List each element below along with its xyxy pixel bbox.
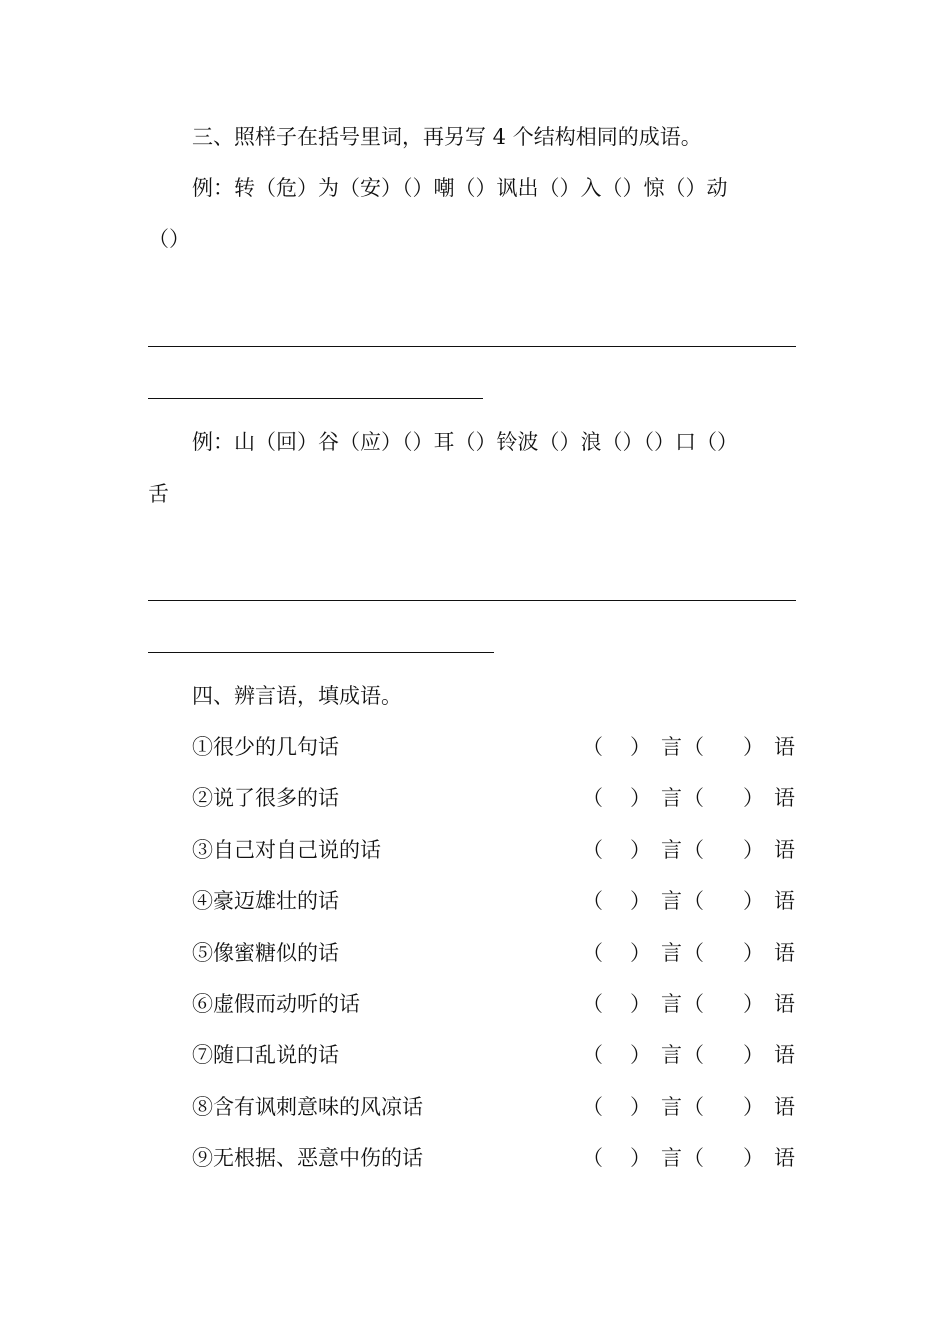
blank1-close-9: ） [630,1146,651,1170]
blank1-close-7: ） [630,1043,651,1067]
yan-char-5: 言 [661,941,682,965]
blank2-close-4: ） [743,889,764,913]
blank1-open-8: （ [582,1095,603,1119]
yan-char-1: 言 [661,735,682,759]
example1-line2: （） [148,227,190,251]
blank2-open-1: （ [683,735,704,759]
blank1-open-6: （ [582,992,603,1016]
blank1-close-1: ） [630,735,651,759]
blank1-close-8: ） [630,1095,651,1119]
item-label-8: ⑧含有讽刺意味的风凉话 [192,1095,423,1119]
blank1-open-1: （ [582,735,603,759]
item-label-9: ⑨无根据、恶意中伤的话 [192,1146,423,1170]
yan-char-9: 言 [661,1146,682,1170]
blank1-open-3: （ [582,838,603,862]
blank1-open-5: （ [582,941,603,965]
blank1-close-6: ） [630,992,651,1016]
blank1-open-9: （ [582,1146,603,1170]
section4-title: 四、辨言语，填成语。 [192,684,402,708]
answer-line-2a [148,600,796,601]
yu-char-9: 语 [774,1146,795,1170]
item-label-4: ④豪迈雄壮的话 [192,889,339,913]
yan-char-6: 言 [661,992,682,1016]
blank2-close-6: ） [743,992,764,1016]
blank2-close-1: ） [743,735,764,759]
yu-char-6: 语 [774,992,795,1016]
blank2-close-5: ） [743,941,764,965]
yan-char-7: 言 [661,1043,682,1067]
blank2-open-8: （ [683,1095,704,1119]
item-label-3: ③自己对自己说的话 [192,838,381,862]
yan-char-2: 言 [661,786,682,810]
blank1-open-7: （ [582,1043,603,1067]
item-label-1: ①很少的几句话 [192,735,339,759]
blank1-open-4: （ [582,889,603,913]
blank2-open-2: （ [683,786,704,810]
blank1-close-2: ） [630,786,651,810]
yan-char-3: 言 [661,838,682,862]
blank1-open-2: （ [582,786,603,810]
yan-char-8: 言 [661,1095,682,1119]
yu-char-4: 语 [774,889,795,913]
example2-line2: 舌 [148,482,169,506]
item-label-6: ⑥虚假而动听的话 [192,992,360,1016]
blank2-close-2: ） [743,786,764,810]
answer-line-1a [148,346,796,347]
yu-char-7: 语 [774,1043,795,1067]
blank1-close-4: ） [630,889,651,913]
yu-char-3: 语 [774,838,795,862]
item-label-2: ②说了很多的话 [192,786,339,810]
blank2-close-9: ） [743,1146,764,1170]
yu-char-5: 语 [774,941,795,965]
blank2-open-7: （ [683,1043,704,1067]
blank2-close-7: ） [743,1043,764,1067]
blank2-open-4: （ [683,889,704,913]
item-label-7: ⑦随口乱说的话 [192,1043,339,1067]
blank2-open-5: （ [683,941,704,965]
example2-line1: 例：山（回）谷（应）（）耳（）铃波（）浪（）（）口（） [192,430,738,454]
yan-char-4: 言 [661,889,682,913]
yu-char-1: 语 [774,735,795,759]
blank2-open-6: （ [683,992,704,1016]
blank2-open-9: （ [683,1146,704,1170]
blank2-open-3: （ [683,838,704,862]
blank1-close-5: ） [630,941,651,965]
answer-line-1b [148,398,483,399]
blank2-close-8: ） [743,1095,764,1119]
section3-title: 三、照样子在括号里词，再另写 4 个结构相同的成语。 [192,125,702,149]
yu-char-8: 语 [774,1095,795,1119]
item-label-5: ⑤像蜜糖似的话 [192,941,339,965]
blank1-close-3: ） [630,838,651,862]
answer-line-2b [148,652,494,653]
yu-char-2: 语 [774,786,795,810]
example1-line1: 例：转（危）为（安）（）嘲（）讽出（）入（）惊（）动 [192,176,728,200]
blank2-close-3: ） [743,838,764,862]
